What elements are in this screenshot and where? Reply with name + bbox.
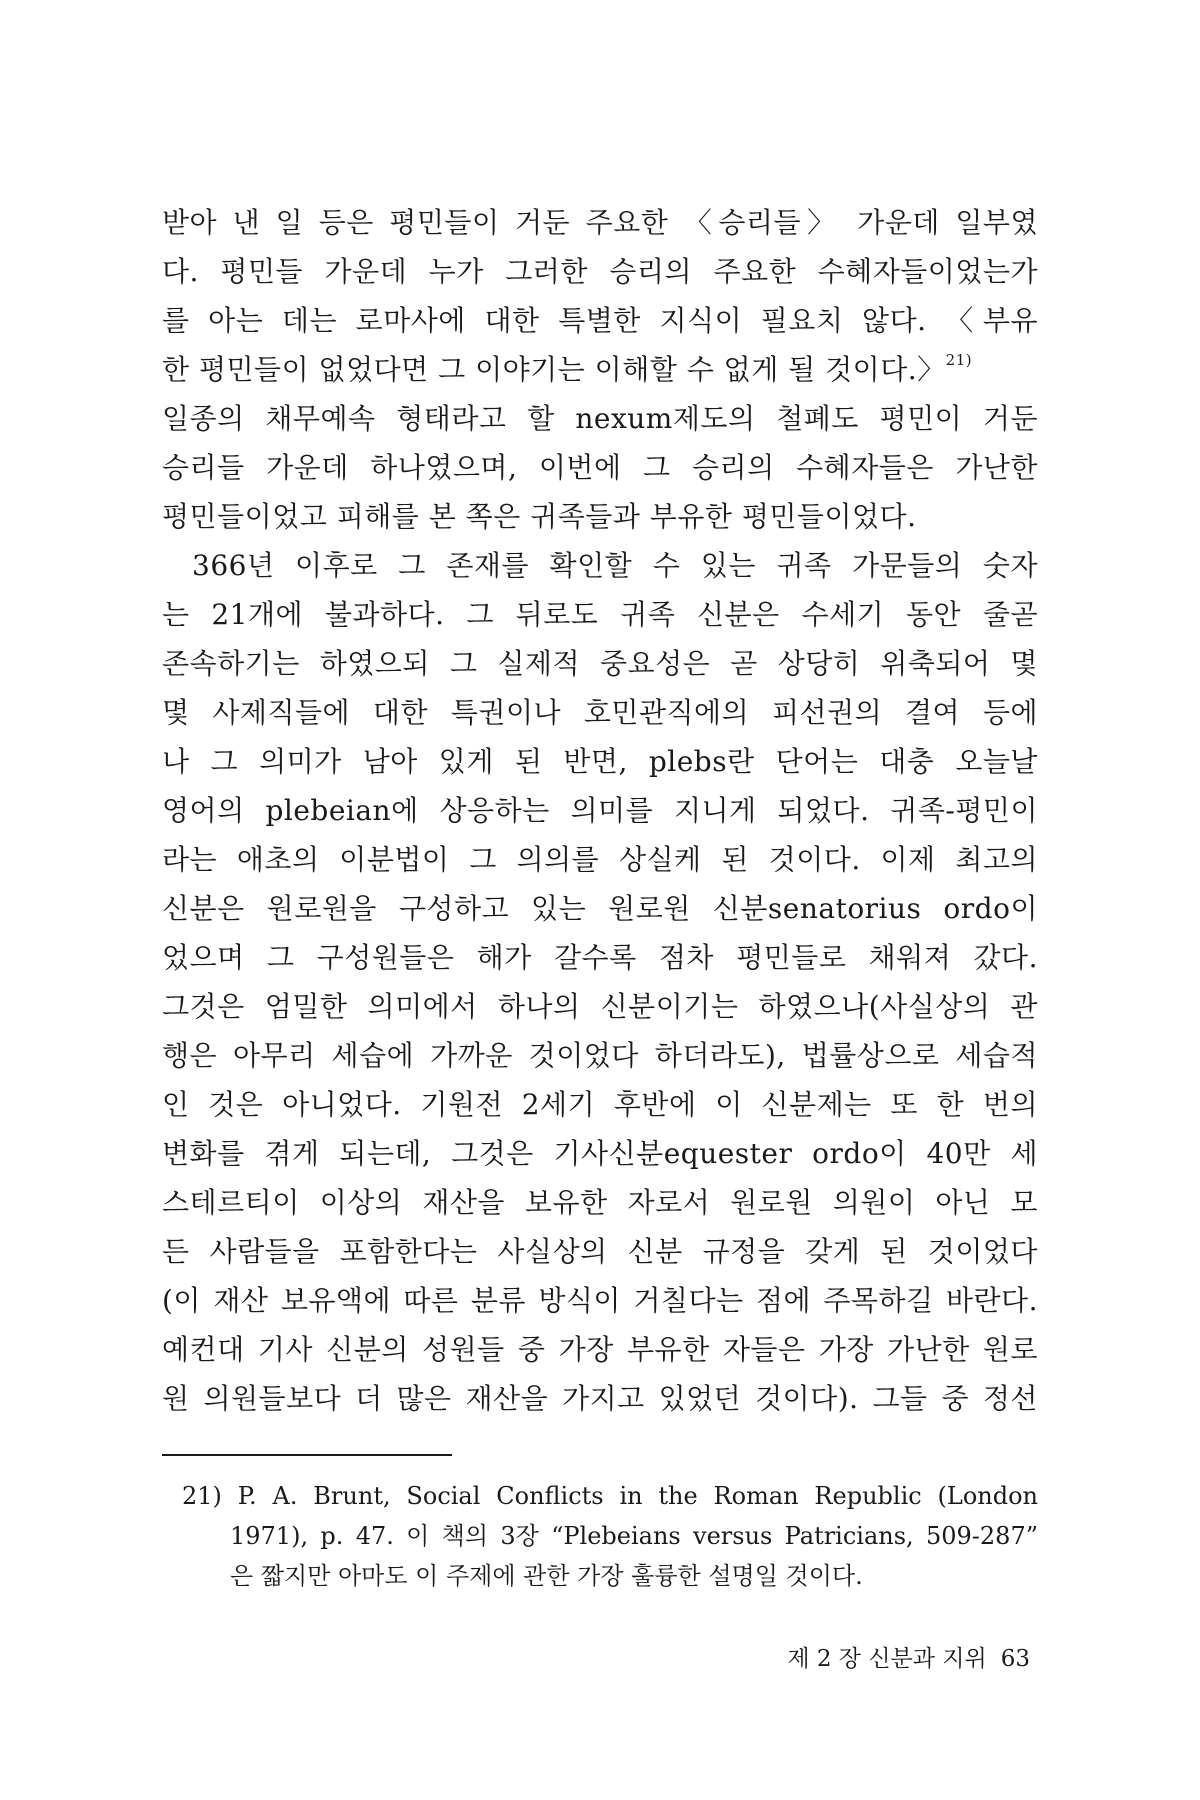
footnote-number: 21) — [182, 1482, 222, 1510]
footnote-block — [182, 1476, 1038, 1596]
text-line: 를 아는 데는 로마사에 대한 특별한 지식이 필요치 않다. 〈부유 — [162, 304, 1038, 337]
running-footer — [773, 1640, 1030, 1673]
text-line: (이 재산 보유액에 따른 분류 방식이 거칠다는 점에 주목하길 바란다. — [162, 1284, 1038, 1317]
text-line: 나 그 의미가 남아 있게 된 반면, plebs란 단어는 대충 오늘날 — [162, 745, 1038, 778]
text-line: 그것은 엄밀한 의미에서 하나의 신분이기는 하였으나(사실상의 관 — [162, 990, 1038, 1023]
footnote-text: P. A. Brunt, Social Conflicts in the Roman Republic (London — [237, 1482, 1038, 1510]
footnote-line — [182, 1476, 1038, 1516]
text-line: 다. 평민들 가운데 누가 그러한 승리의 주요한 수혜자들이었는가 — [162, 255, 1038, 288]
text-line: 인 것은 아니었다. 기원전 2세기 후반에 이 신분제는 또 한 번의 — [162, 1088, 1038, 1121]
text-line: 라는 애초의 이분법이 그 의의를 상실케 된 것이다. 이제 최고의 — [162, 843, 1038, 876]
text-line: 행은 아무리 세습에 가까운 것이었다 하더라도), 법률상으로 세습적 — [162, 1039, 1038, 1072]
text-line: 었으며 그 구성원들은 해가 갈수록 점차 평민들로 채워져 갔다. — [162, 941, 1038, 974]
text-line: 예컨대 기사 신분의 성원들 중 가장 부유한 자들은 가장 가난한 원로 — [162, 1333, 1038, 1366]
body-text — [162, 198, 1038, 1423]
text-line: 든 사람들을 포함한다는 사실상의 신분 규정을 갖게 된 것이었다 — [162, 1235, 1038, 1268]
footnote-divider — [162, 1454, 452, 1456]
text-line: 스테르티이 이상의 재산을 보유한 자로서 원로원 의원이 아닌 모 — [162, 1186, 1038, 1219]
text-line: 받아 낸 일 등은 평민들이 거둔 주요한 〈승리들〉 가운데 일부였 — [162, 206, 1038, 239]
page-number: 63 — [1000, 1646, 1030, 1672]
footnote-line: 1971), p. 47. 이 책의 3장 “Plebeians versus Patricians, 509-287” — [230, 1522, 1038, 1550]
text-line: 영어의 plebeian에 상응하는 의미를 지니게 되었다. 귀족-평민이 — [162, 794, 1038, 827]
text-line: 일종의 채무예속 형태라고 할 nexum제도의 철폐도 평민이 거둔 — [162, 402, 1038, 435]
text-line: 승리들 가운데 하나였으며, 이번에 그 승리의 수혜자들은 가난한 — [162, 451, 1038, 484]
paragraph-start-line: 366년 이후로 그 존재를 확인할 수 있는 귀족 가문들의 숫자 — [192, 549, 1038, 582]
chapter-title: 제 2 장 신분과 지위 — [787, 1646, 987, 1672]
footnote-line: 은 짧지만 아마도 이 주제에 관한 가장 훌륭한 설명일 것이다. — [230, 1562, 863, 1590]
text-line: 원 의원들보다 더 많은 재산을 가지고 있었던 것이다). 그들 중 정선 — [162, 1382, 1038, 1415]
footnote-ref: 21) — [945, 351, 973, 369]
text-line: 신분은 원로원을 구성하고 있는 원로원 신분senatorius ordo이 — [162, 892, 1038, 925]
text-line: 평민들이었고 피해를 본 쪽은 귀족들과 부유한 평민들이었다. — [162, 500, 917, 533]
text-line: 존속하기는 하였으되 그 실제적 중요성은 곧 상당히 위축되어 몇 — [162, 647, 1038, 680]
text-line: 변화를 겪게 되는데, 그것은 기사신분equester ordo이 40만 세 — [162, 1137, 1038, 1170]
text-line: 몇 사제직들에 대한 특권이나 호민관직에의 피선권의 결여 등에 — [162, 696, 1038, 729]
text-line-with-footnote-ref — [162, 345, 1038, 394]
text-line: 는 21개에 불과하다. 그 뒤로도 귀족 신분은 수세기 동안 줄곧 — [162, 598, 1038, 631]
text-line: 한 평민들이 없었다면 그 이야기는 이해할 수 없게 될 것이다.〉 — [162, 353, 946, 386]
